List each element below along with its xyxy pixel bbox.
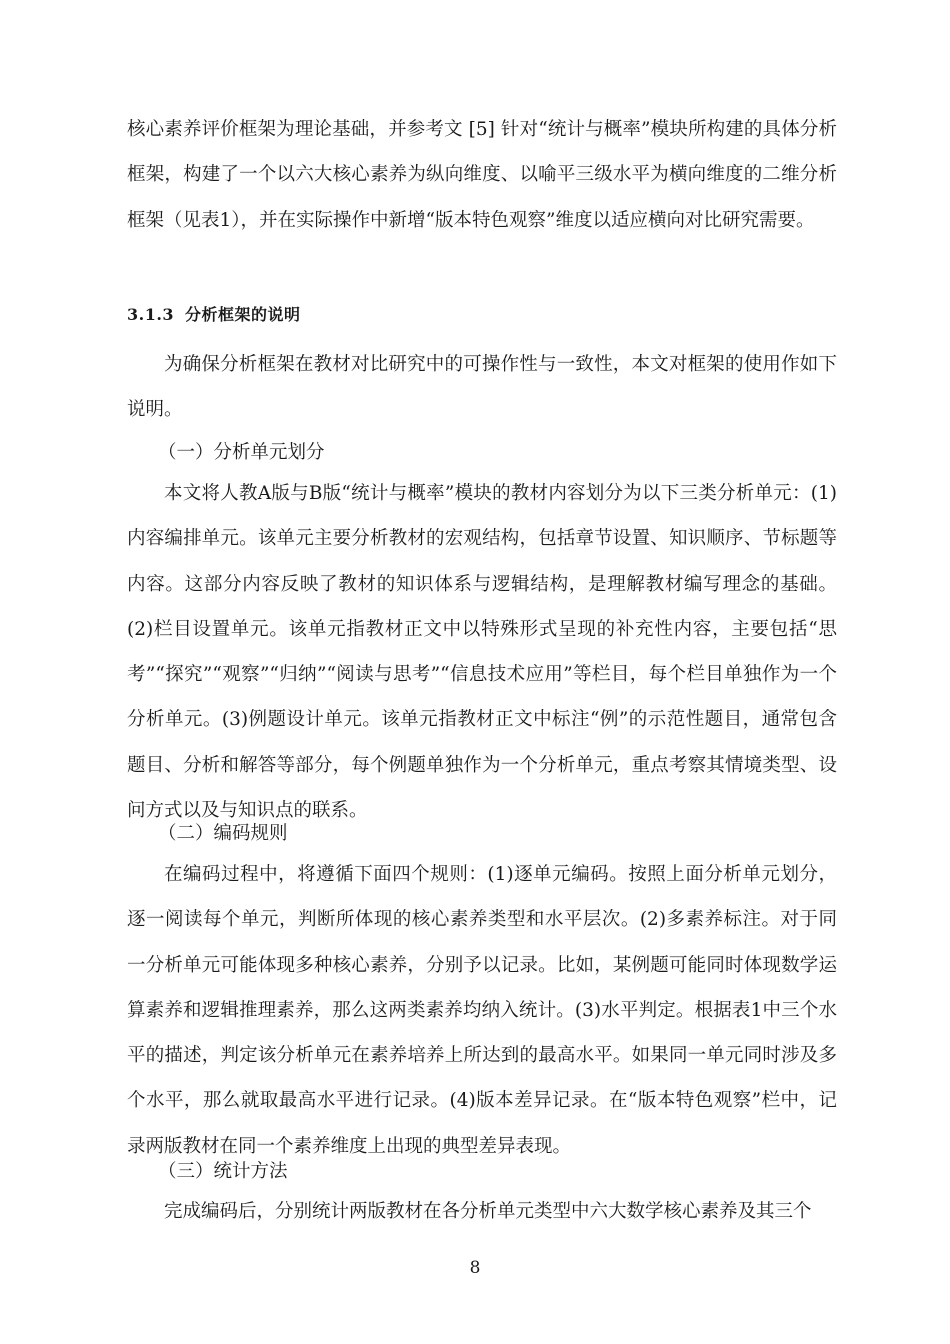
subheading-coding-rules: （二）编码规则 — [158, 823, 288, 844]
paragraph-statistics-method: 完成编码后，分别统计两版教材在各分析单元类型中六大数学核心素养及其三个 — [164, 1201, 812, 1222]
paragraph-framework-usage: 为确保分析框架在教材对比研究中的可操作性与一致性，本文对框架的使用作如下说明。 — [127, 354, 837, 421]
subheading-analysis-units: （一）分析单元划分 — [158, 442, 325, 463]
section-heading — [127, 302, 301, 325]
paragraph-coding-rules: 在编码过程中，将遵循下面四个规则：(1)逐单元编码。按照上面分析单元划分，逐一阅读每个单元，判断所体现的核心素养类型和水平层次。(2)多素养标注。对于同一分析单元可能体现多种核心素养，分别予以记录。比如，某例题可能同时体现数学运算素养和逻辑推理素养，那么这两类素养均纳入统计。(3)水平判定。根据表1中三个水平的描述，判定该分析单元在素养培养上所达到的最高水平。如果同一单元同时涉及多个水平，那么就取最高水平进行记录。(4)版本差异记录。在“版本特色观察”栏中，记录两版教材在同一个素养维度上出现的典型差异表现。 — [127, 864, 837, 1157]
subheading-statistics-method: （三）统计方法 — [158, 1161, 288, 1182]
paragraph-analysis-units: 本文将人教A版与B版“统计与概率”模块的教材内容划分为以下三类分析单元：(1)内容编排单元。该单元主要分析教材的宏观结构，包括章节设置、知识顺序、节标题等内容。这部分内容反映了教材的知识体系与逻辑结构，是理解教材编写理念的基础。(2)栏目设置单元。该单元指教材正文中以特殊形式呈现的补充性内容，主要包括“思考”“探究”“观察”“归纳”“阅读与思考”“信息技术应用”等栏目，每个栏目单独作为一个分析单元。(3)例题设计单元。该单元指教材正文中标注“例”的示范性题目，通常包含题目、分析和解答等部分，每个例题单独作为一个分析单元，重点考察其情境类型、设问方式以及与知识点的联系。 — [127, 483, 837, 822]
paragraph-framework-intro: 核心素养评价框架为理论基础，并参考文 [5] 针对“统计与概率”模块所构建的具体分析框架，构建了一个以六大核心素养为纵向维度、以喻平三级水平为横向维度的二维分析框架（见表1），并在实际操作中新增“版本特色观察”维度以适应横向对比研究需要。 — [127, 119, 837, 231]
page-number: 8 — [469, 1258, 481, 1278]
section-number: 3.1.3 — [127, 305, 175, 324]
section-title: 分析框架的说明 — [185, 305, 301, 324]
